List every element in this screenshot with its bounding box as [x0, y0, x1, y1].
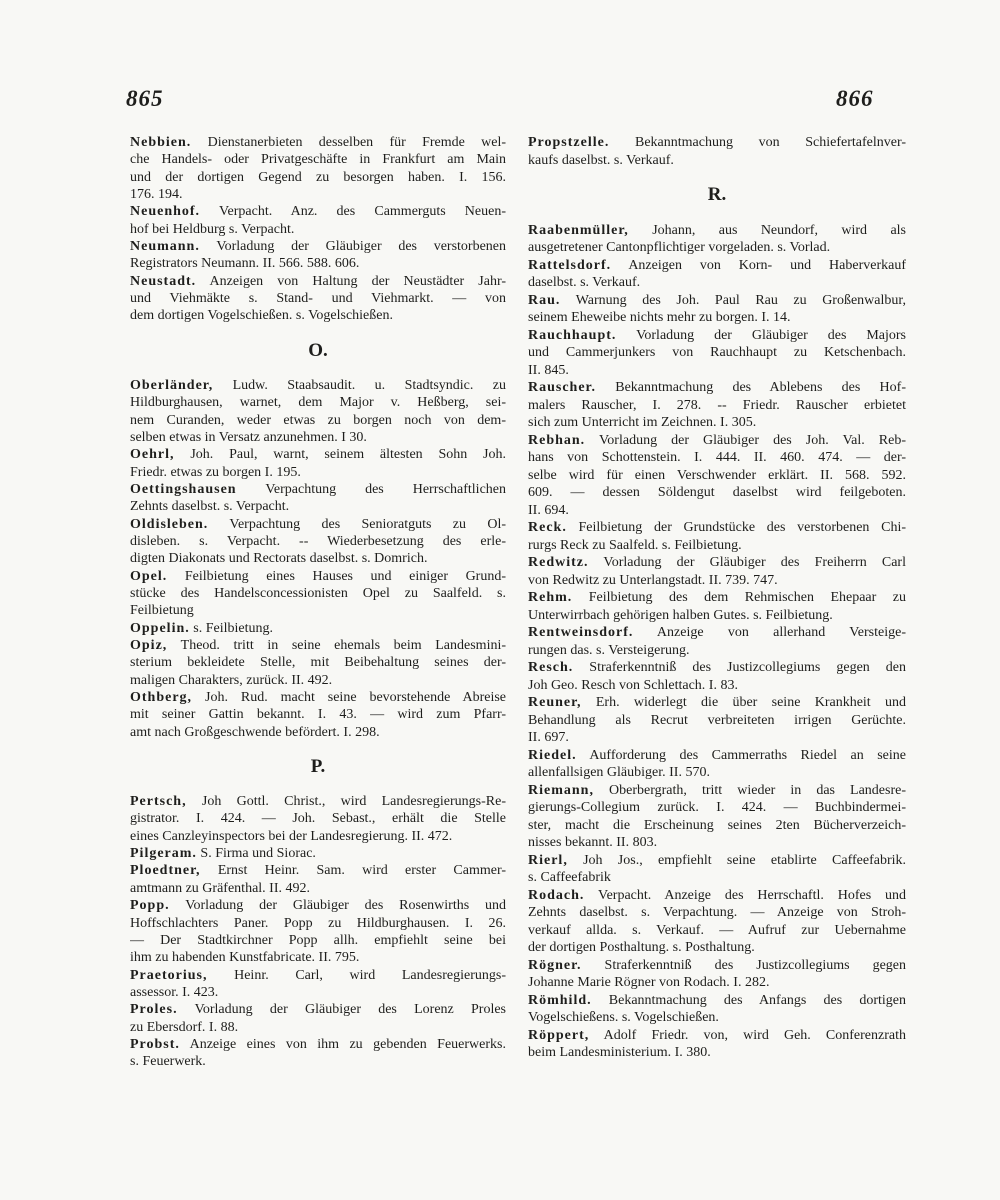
entry-headword: Oettingshausen [130, 481, 237, 497]
entry-line [528, 327, 906, 345]
index-entry-opel [130, 568, 506, 620]
entry-line [130, 255, 506, 272]
entry-headword: Rierl, [528, 852, 568, 868]
entry-text: ihm zu habenden Kunstfabricate. II. 795. [130, 950, 360, 966]
section-letter-heading: R. [707, 184, 727, 205]
entry-text: Feilbietung eines Hauses und einiger Grund- [184, 568, 506, 584]
entry-text: der dortigen Posthaltung. s. Posthaltung. [528, 940, 755, 955]
entry-text: kaufs daselbst. s. Verkauf. [528, 152, 674, 168]
entry-line [130, 949, 506, 966]
entry-line [130, 672, 506, 689]
entry-line [528, 379, 906, 397]
index-entry-rauchhaupt [528, 327, 906, 380]
entry-text: Theod. tritt in seine ehemals beim Landesmini- [180, 637, 506, 653]
index-entry-redwitz [528, 554, 906, 589]
index-entry-rodach [528, 887, 906, 957]
index-entry-neumann [130, 238, 506, 273]
index-entry-rehm [528, 589, 906, 624]
page-number-left: 865 [126, 86, 164, 111]
entry-text: daselbst. s. Verkauf. [528, 275, 641, 290]
index-entry-rentweinsdorf [528, 624, 906, 659]
entry-text: rurgs Reck zu Saalfeld. s. Feilbietung. [528, 537, 742, 553]
entry-line [130, 446, 506, 463]
entry-text: — Der Stadtkirchner Popp allh. empfiehlt seine bei [130, 932, 506, 948]
entry-line [130, 1019, 506, 1036]
right-column [528, 134, 906, 1062]
entry-line [130, 203, 506, 220]
index-entry-reck [528, 519, 906, 554]
entry-text: sterium bekleidete Stelle, mit Beibehaltung seines der- [130, 655, 506, 671]
entry-line [528, 992, 906, 1010]
entry-line [528, 134, 906, 152]
entry-line [130, 620, 506, 637]
entry-line [528, 554, 906, 572]
entry-text: sich zum Unterricht im Zeichnen. I. 305. [528, 415, 757, 430]
entry-headword: Rauscher. [528, 380, 596, 395]
entry-text: selben etwas in Versatz anzunehmen. I 30. [130, 429, 367, 445]
entry-text: Zehnts daselbst. s. Verpachtung. — Anzeige von Stroh- [528, 905, 906, 920]
entry-line [528, 869, 906, 887]
entry-line [130, 498, 506, 515]
entry-line [130, 967, 506, 984]
entry-text: Heinr. Carl, wird Landesregierungs- [234, 967, 506, 983]
entry-text: Vorladung der Gläubiger des Joh. Val. Reb- [599, 432, 906, 448]
entry-text: mit seiner Gattin bekannt. I. 43. — wird zum Pfarr- [130, 707, 506, 723]
entry-headword: Ploedtner, [130, 863, 201, 879]
section-letter-heading: P. [310, 756, 326, 778]
entry-text: Johanne Marie Rögner von Rodach. I. 282. [528, 975, 770, 990]
entry-text: Hoffschlachters Paner. Popp zu Hildburghausen. I. 26. [130, 915, 506, 931]
entry-text: 609. — dessen Söldengut daselbst wird feilgeboten. [528, 485, 906, 500]
entry-line [130, 602, 506, 619]
entry-text: gierungs-Collegium zurück. I. 424. — Buchbindermei- [528, 800, 906, 815]
entry-line [528, 957, 906, 975]
entry-text: Vorladung der Gläubiger des Rosenwirths und [185, 898, 506, 914]
entry-headword: Oberländer, [130, 377, 214, 393]
entry-line [130, 481, 506, 498]
entry-headword: Redwitz. [528, 555, 589, 570]
entry-line [528, 274, 906, 292]
index-entry-rau [528, 292, 906, 327]
entry-line [130, 724, 506, 741]
index-entry-pilgeram [130, 845, 506, 862]
entry-headword: Riedel. [528, 747, 577, 763]
entry-text: digten Diakonats und Rectorats daselbst. s. Domrich. [130, 551, 428, 567]
index-entry-rebhan [528, 432, 906, 520]
entry-line [528, 344, 906, 362]
entry-line [528, 939, 906, 957]
entry-text: stücke des Handelsconcessionisten Opel zu Saalfeld. s. [130, 585, 506, 601]
entry-line [528, 747, 906, 765]
entry-text: Vorladung der Gläubiger des Freiherrn Carl [603, 555, 906, 570]
entry-line [528, 1027, 906, 1045]
entry-text: von Redwitz zu Unterlangstadt. II. 739. 747. [528, 572, 778, 588]
entry-text: Aufforderung des Cammerraths Riedel an seine [589, 747, 906, 763]
index-entry-rattelsdorf [528, 257, 906, 292]
entry-text: S. Firma und Siorac. [200, 846, 316, 862]
entry-line [130, 377, 506, 394]
entry-headword: Nebbien. [130, 135, 192, 150]
entry-text: Vorladung der Gläubiger des Majors [636, 327, 906, 343]
entry-text: eines Canzleyinspectors bei der Landesregierung. II. 472. [130, 828, 453, 844]
entry-text: dem dortigen Vogelschießen. s. Vogelschießen. [130, 308, 393, 324]
entry-line [528, 887, 906, 905]
entry-text: malers Rauscher, I. 278. -- Friedr. Rauscher erbietet [528, 397, 906, 413]
index-entry-rauscher [528, 379, 906, 432]
index-entry-neustadt [130, 273, 506, 325]
entry-headword: Neuenhof. [130, 204, 201, 220]
entry-text: nem Curanden, weder etwas zu borgen noch von dem- [130, 412, 506, 428]
entry-line [130, 828, 506, 845]
entry-line [130, 1001, 506, 1018]
entry-line [130, 238, 506, 255]
entry-line [130, 134, 506, 151]
entry-text: amt nach Großgeschwende befördert. I. 298. [130, 724, 380, 740]
entry-line [528, 537, 906, 555]
entry-line [528, 799, 906, 817]
entry-line [130, 1036, 506, 1053]
entry-line [528, 309, 906, 327]
entry-text: Adolf Friedr. von, wird Geh. Conferenzrath [603, 1027, 906, 1043]
entry-line [528, 502, 906, 520]
entry-headword: Pertsch, [130, 794, 187, 810]
entry-text: Behandlung als Recrut verbreiteten irrigen Gerüchte. [528, 712, 906, 728]
entry-line [528, 362, 906, 380]
entry-line [528, 484, 906, 502]
entry-line [528, 834, 906, 852]
entry-line [528, 589, 906, 607]
entry-line [528, 659, 906, 677]
entry-line [528, 222, 906, 240]
index-entry-popp [130, 897, 506, 966]
index-entry-rierl [528, 852, 906, 887]
entry-text: Friedr. etwas zu borgen I. 195. [130, 464, 301, 480]
entry-text: maligen Charakters, zurück. II. 492. [130, 672, 333, 688]
entry-headword: Römhild. [528, 992, 592, 1008]
entry-headword: Rauchhaupt. [528, 327, 617, 343]
index-entry-oppelin [130, 620, 506, 637]
index-entry-oldisleben [130, 516, 506, 568]
entry-line [130, 984, 506, 1001]
entry-line [528, 152, 906, 170]
entry-text: Feilbietung [130, 603, 194, 619]
entry-text: Verpachtung des Herrschaftlichen [265, 481, 506, 497]
entry-text: II. 697. [528, 730, 569, 745]
entry-line [130, 1053, 506, 1070]
entry-line [528, 642, 906, 660]
entry-headword: Rattelsdorf. [528, 257, 612, 273]
index-entry-riemann [528, 782, 906, 852]
entry-line [528, 677, 906, 695]
entry-text: che Handels- oder Privatgeschäfte in Frankfurt am Main [130, 152, 506, 168]
entry-text: Feilbietung der Grundstücke des verstorbenen Chi- [578, 520, 906, 535]
entry-headword: Rögner. [528, 957, 582, 973]
entry-line [528, 1044, 906, 1062]
index-entry-oberlander [130, 377, 506, 446]
entry-line [130, 810, 506, 827]
entry-line [130, 585, 506, 602]
entry-headword: Rehm. [528, 590, 573, 605]
index-entry-oettingshausen [130, 481, 506, 516]
entry-line [528, 397, 906, 415]
entry-text: Registrators Neumann. II. 566. 588. 606. [130, 256, 360, 272]
entry-line [130, 186, 506, 203]
entry-line [528, 712, 906, 730]
entry-line [130, 394, 506, 411]
index-entry-resch [528, 659, 906, 694]
entry-headword: Opiz, [130, 637, 168, 653]
entry-text: Joh. Paul, warnt, seinem ältesten Sohn Joh. [190, 447, 506, 463]
entry-headword: Riemann, [528, 782, 594, 798]
entry-text: Vorladung der Gläubiger des verstorbenen [216, 239, 506, 255]
entry-text: II. 845. [528, 362, 569, 378]
entry-headword: Proles. [130, 1002, 178, 1018]
entry-line [528, 922, 906, 940]
entry-text: hans von Schottenstein. I. 444. II. 460. 474. — der- [528, 450, 906, 465]
entry-line [130, 550, 506, 567]
entry-headword: Propstzelle. [528, 135, 610, 150]
entry-text: zu Ebersdorf. I. 88. [130, 1019, 239, 1035]
entry-text: Verpacht. Anz. des Cammerguts Neuen- [218, 204, 506, 220]
entry-text: rungen das. s. Versteigerung. [528, 642, 690, 658]
entry-line [130, 862, 506, 879]
entry-line [528, 432, 906, 450]
entry-line [130, 689, 506, 706]
entry-text: s. Feilbietung. [193, 620, 273, 636]
entry-text: hof bei Heldburg s. Verpacht. [130, 221, 295, 237]
section-letter-heading: O. [308, 339, 328, 361]
entry-headword: Rebhan. [528, 432, 586, 448]
entry-line [130, 307, 506, 324]
entry-line [130, 516, 506, 533]
entry-line [130, 568, 506, 585]
entry-line [130, 897, 506, 914]
entry-text: Bekanntmachung des Ablebens des Hof- [615, 380, 906, 395]
entry-text: Hildburghausen, warnet, dem Major v. Heßberg, sei- [130, 395, 506, 411]
index-entry-praetorius [130, 967, 506, 1002]
entry-text: Anzeigen von Haltung der Neustädter Jahr- [209, 273, 506, 289]
entry-text: Anzeige von allerhand Versteige- [656, 625, 906, 640]
entry-text: Ernst Heinr. Sam. wird erster Cammer- [217, 863, 506, 879]
entry-headword: Pilgeram. [130, 846, 197, 862]
index-entry-proles [130, 1001, 506, 1036]
entry-line [528, 519, 906, 537]
entry-line [130, 169, 506, 186]
entry-line [130, 915, 506, 932]
entry-line [130, 533, 506, 550]
entry-headword: Neumann. [130, 239, 200, 255]
entry-line [130, 273, 506, 290]
entry-line [130, 221, 506, 238]
entry-text: Anzeigen von Korn- und Haberverkauf [628, 257, 906, 273]
entry-text: gistrator. I. 424. — Joh. Sebast., erhält die Stelle [130, 811, 506, 827]
entry-headword: Popp. [130, 898, 170, 914]
entry-text: Anzeige eines von ihm zu gebenden Feuerwerks. [189, 1036, 506, 1052]
entry-headword: Oldisleben. [130, 516, 209, 532]
entry-text: Joh Gottl. Christ., wird Landesregierungs-Re- [201, 794, 506, 810]
entry-line [130, 706, 506, 723]
entry-headword: Opel. [130, 568, 168, 584]
entry-headword: Resch. [528, 660, 574, 675]
entry-text: Straferkenntniß des Justizcollegiums gegen [604, 957, 906, 973]
entry-text: Unterwirrbach gehörigen halben Gutes. s. Feilbietung. [528, 607, 833, 623]
entry-text: Bekanntmachung des Anfangs des dortigen [608, 992, 906, 1008]
entry-text: Joh Geo. Resch von Schlettach. I. 83. [528, 677, 738, 693]
entry-line [130, 464, 506, 481]
entry-line [130, 412, 506, 429]
index-entry-pertsch [130, 793, 506, 845]
entry-line [528, 729, 906, 747]
entry-line [528, 467, 906, 485]
entry-text: Joh Jos., empfiehlt seine etablirte Caffeefabrik. [583, 852, 906, 868]
entry-line [528, 817, 906, 835]
entry-text: s. Feuerwerk. [130, 1054, 206, 1070]
entry-headword: Neustadt. [130, 273, 197, 289]
entry-headword: Raabenmüller, [528, 222, 629, 238]
entry-text: Verpacht. Anzeige des Herrschaftl. Hofes und [598, 887, 906, 903]
entry-text: Dienstanerbieten desselben für Fremde wel- [207, 135, 506, 150]
left-column [130, 134, 506, 1071]
entry-text: ausgetretener Cantonpflichtiger vorgeladen. s. Vorlad. [528, 240, 831, 255]
entry-text: und der dortigen Gegend zu besorgen haben. I. 156. [130, 169, 506, 185]
entry-text: 176. 194. [130, 187, 183, 203]
entry-text: s. Caffeefabrik [528, 870, 611, 885]
entry-headword: Röppert, [528, 1027, 590, 1043]
entry-line [528, 414, 906, 432]
index-entry-reuner [528, 694, 906, 747]
entry-text: II. 694. [528, 502, 569, 518]
entry-text: allenfallsigen Gläubiger. II. 570. [528, 765, 710, 780]
entry-text: selbe wird für einen Verschwender erklärt. II. 568. 592. [528, 467, 906, 483]
entry-text: seinem Eheweibe nichts mehr zu borgen. I. 14. [528, 310, 791, 325]
entry-line [528, 449, 906, 467]
entry-headword: Oppelin. [130, 620, 190, 636]
entry-text: Bekanntmachung von Schiefertafelnver- [634, 135, 906, 150]
entry-line [528, 694, 906, 712]
entry-headword: Praetorius, [130, 967, 208, 983]
entry-line [528, 607, 906, 625]
entry-text: Ludw. Staabsaudit. u. Stadtsyndic. zu [232, 377, 506, 393]
index-entry-opiz [130, 637, 506, 689]
entry-line [528, 292, 906, 310]
entry-headword: Rentweinsdorf. [528, 625, 634, 640]
entry-text: nisses bekannt. II. 803. [528, 835, 658, 850]
entry-line [130, 151, 506, 168]
index-entry-raabenmuller [528, 222, 906, 257]
entry-line [528, 904, 906, 922]
entry-text: ster, macht die Erscheinung seines 2ten Bücherverzeich- [528, 817, 906, 833]
entry-headword: Reck. [528, 520, 567, 535]
entry-line [130, 637, 506, 654]
index-entry-probst [130, 1036, 506, 1071]
page-number-right: 866 [836, 86, 874, 111]
entry-line [130, 654, 506, 671]
entry-headword: Probst. [130, 1036, 180, 1052]
entry-text: amtmann zu Gräfenthal. II. 492. [130, 880, 310, 896]
index-entry-ploedtner [130, 862, 506, 897]
index-entry-nebbien [130, 134, 506, 203]
index-entry-romhild [528, 992, 906, 1027]
entry-text: Oberbergrath, tritt wieder in das Landesre- [609, 782, 906, 798]
entry-headword: Rau. [528, 292, 561, 308]
entry-line [130, 290, 506, 307]
entry-text: Vorladung der Gläubiger des Lorenz Proles [194, 1002, 506, 1018]
entry-headword: Othberg, [130, 690, 193, 706]
entry-text: Joh. Rud. macht seine bevorstehende Abreise [205, 690, 506, 706]
entry-line [528, 764, 906, 782]
entry-line [528, 257, 906, 275]
entry-line [528, 1009, 906, 1027]
entry-text: und Viehmäkte s. Stand- und Viehmarkt. — von [130, 291, 506, 307]
entry-line [528, 852, 906, 870]
entry-text: Feilbietung des dem Rehmischen Ehepaar zu [588, 590, 906, 605]
entry-text: Verpachtung des Senioratguts zu Ol- [229, 516, 506, 532]
entry-line [130, 932, 506, 949]
entry-text: verkauf allda. s. Verkauf. — Aufruf zur Uebernahme [528, 922, 906, 938]
entry-text: Vogelschießens. s. Vogelschießen. [528, 1010, 719, 1025]
index-entry-riedel [528, 747, 906, 782]
entry-line [528, 974, 906, 992]
entry-line [130, 845, 506, 862]
entry-line [130, 793, 506, 810]
entry-text: assessor. I. 423. [130, 984, 219, 1000]
entry-text: beim Landesministerium. I. 380. [528, 1045, 711, 1060]
entry-line [130, 429, 506, 446]
index-entry-rogner [528, 957, 906, 992]
index-entry-othberg [130, 689, 506, 741]
index-entry-propstzelle [528, 134, 906, 169]
index-entry-oehrl [130, 446, 506, 481]
entry-text: Johann, aus Neundorf, wird als [652, 222, 906, 238]
entry-line [528, 624, 906, 642]
entry-line [528, 782, 906, 800]
entry-text: disleben. s. Verpacht. -- Wiederbesetzung des erle- [130, 533, 506, 549]
entry-headword: Oehrl, [130, 447, 175, 463]
entry-text: Warnung des Joh. Paul Rau zu Großenwalbur, [575, 292, 906, 308]
index-entry-roppert [528, 1027, 906, 1062]
entry-headword: Reuner, [528, 695, 582, 710]
entry-text: Erh. widerlegt die über seine Krankheit und [595, 695, 906, 710]
entry-line [130, 880, 506, 897]
index-entry-neuenhof [130, 203, 506, 238]
entry-line [528, 239, 906, 257]
entry-text: Straferkenntniß des Justizcollegiums gegen den [589, 660, 906, 675]
entry-text: und Cammerjunkers von Rauchhaupt zu Ketschenbach. [528, 345, 906, 360]
entry-line [528, 572, 906, 590]
entry-text: Zehnts daselbst. s. Verpacht. [130, 499, 290, 515]
entry-headword: Rodach. [528, 887, 585, 903]
